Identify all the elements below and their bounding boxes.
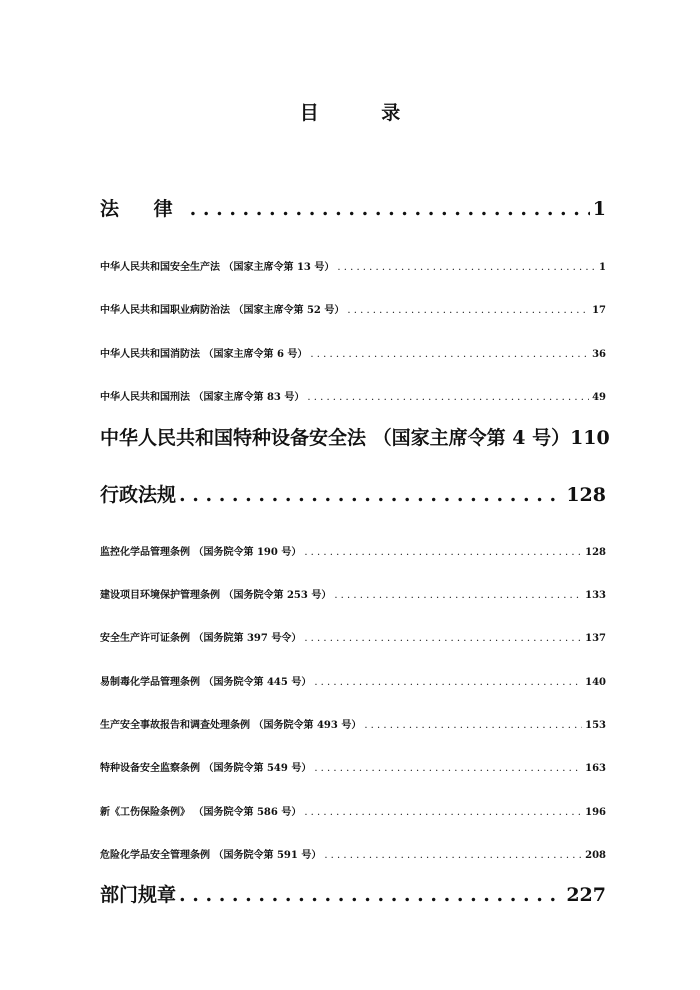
toc-entry[interactable] xyxy=(100,629,606,644)
toc-section-regulations[interactable] xyxy=(100,480,606,507)
toc-section-laws[interactable] xyxy=(100,194,606,221)
entry-page: 153 xyxy=(585,720,606,731)
dot-leader xyxy=(324,850,582,861)
toc-entry[interactable] xyxy=(100,846,606,861)
entry-page: 133 xyxy=(585,590,606,601)
toc-entry[interactable] xyxy=(100,301,606,316)
entry-title: 中华人民共和国消防法 （国家主席令第 6 号） xyxy=(100,349,308,360)
entry-title: 建设项目环境保护管理条例 （国务院令第 253 号） xyxy=(100,590,332,601)
entry-title: 中华人民共和国特种设备安全法 （国家主席令第 4 号） xyxy=(100,427,571,449)
toc-entry[interactable] xyxy=(100,258,606,273)
entry-page: 128 xyxy=(585,547,606,558)
section-title: 部门规章 xyxy=(100,884,177,906)
entry-title: 中华人民共和国安全生产法 （国家主席令第 13 号） xyxy=(100,262,335,273)
dot-leader xyxy=(304,807,582,818)
dot-leader xyxy=(304,633,582,644)
dot-leader xyxy=(304,547,582,558)
entry-title: 特种设备安全监察条例 （国务院令第 549 号） xyxy=(100,763,312,774)
dot-leader xyxy=(334,590,582,601)
entry-title: 危险化学品安全管理条例 （国务院令第 591 号） xyxy=(100,850,322,861)
entry-page: 49 xyxy=(592,392,606,403)
section-page: 128 xyxy=(566,484,606,506)
dot-leader xyxy=(337,262,596,273)
entry-title: 安全生产许可证条例 （国务院第 397 号令） xyxy=(100,633,302,644)
entry-page: 163 xyxy=(585,763,606,774)
entry-title: 生产安全事故报告和调查处理条例 （国务院令第 493 号） xyxy=(100,720,362,731)
entry-title: 监控化学品管理条例 （国务院令第 190 号） xyxy=(100,547,302,558)
toc-entry[interactable] xyxy=(100,673,606,688)
entry-title: 中华人民共和国刑法 （国家主席令第 83 号） xyxy=(100,392,305,403)
dot-leader xyxy=(364,720,582,731)
entry-page: 137 xyxy=(585,633,606,644)
dot-leader xyxy=(179,884,563,906)
toc-entry[interactable] xyxy=(100,803,606,818)
dot-leader xyxy=(310,349,589,360)
toc-entry[interactable] xyxy=(100,759,606,774)
toc-entry[interactable] xyxy=(100,543,606,558)
entry-page: 1 xyxy=(599,262,606,273)
section-page: 227 xyxy=(566,884,606,906)
toc-entry[interactable] xyxy=(100,586,606,601)
dot-leader xyxy=(190,198,590,220)
entry-title: 新《工伤保险条例》 （国务院令第 586 号） xyxy=(100,807,302,818)
dot-leader xyxy=(179,484,563,506)
entry-page: 110 xyxy=(570,427,610,449)
section-title: 行政法规 xyxy=(100,484,177,506)
toc-section-rules[interactable] xyxy=(100,880,606,907)
toc-entry[interactable] xyxy=(100,716,606,731)
dot-leader xyxy=(314,763,582,774)
dot-leader xyxy=(347,305,589,316)
page-title: 目 录 xyxy=(299,102,429,124)
toc-entry[interactable] xyxy=(100,388,606,403)
entry-title: 中华人民共和国职业病防治法 （国家主席令第 52 号） xyxy=(100,305,345,316)
entry-page: 36 xyxy=(592,349,606,360)
section-title: 法 律 xyxy=(100,198,187,220)
dot-leader xyxy=(314,677,582,688)
section-page: 1 xyxy=(592,198,606,220)
entry-page: 140 xyxy=(585,677,606,688)
entry-page: 196 xyxy=(585,807,606,818)
toc-entry[interactable] xyxy=(100,345,606,360)
entry-title: 易制毒化学品管理条例 （国务院令第 445 号） xyxy=(100,677,312,688)
dot-leader xyxy=(307,392,589,403)
toc-entry-special[interactable] xyxy=(100,423,610,450)
entry-page: 17 xyxy=(592,305,606,316)
entry-page: 208 xyxy=(585,850,606,861)
